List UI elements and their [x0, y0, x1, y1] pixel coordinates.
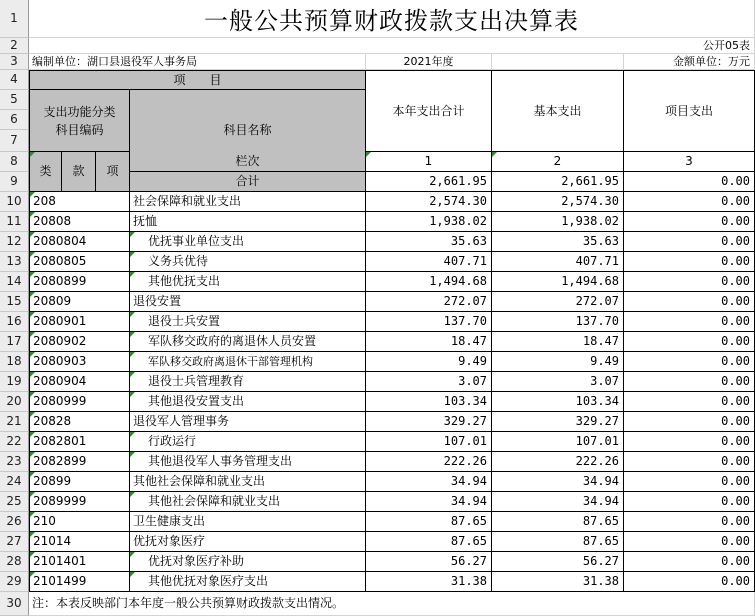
row-header[interactable]: 12 [0, 232, 29, 252]
subject-name[interactable]: 军队移交政府的离退休人员安置 [130, 332, 366, 352]
amount-total[interactable]: 35.63 [366, 232, 492, 252]
amount-basic[interactable]: 407.71 [492, 252, 624, 272]
amount-project[interactable]: 0.00 [624, 252, 755, 272]
header-kuan: 款 [62, 152, 96, 192]
amount-total[interactable]: 3.07 [366, 372, 492, 392]
subject-name[interactable]: 义务兵优待 [130, 252, 366, 272]
row-header[interactable]: 25 [0, 492, 29, 512]
row-header[interactable]: 4 [0, 70, 29, 90]
subject-name[interactable]: 其他社会保障和就业支出 [130, 472, 366, 492]
amount-project[interactable]: 0.00 [624, 452, 755, 472]
amount-project[interactable]: 0.00 [624, 572, 755, 592]
subject-name[interactable]: 抚恤 [130, 212, 366, 232]
row-header[interactable]: 23 [0, 452, 29, 472]
row-header[interactable]: 3 [0, 54, 29, 70]
subject-code[interactable]: 2080902 [29, 332, 130, 352]
row-header[interactable]: 8 [0, 152, 29, 172]
row-header[interactable]: 21 [0, 412, 29, 432]
header-code-group: 支出功能分类 科目编码 [29, 90, 130, 152]
column-index-2: 2 [492, 152, 624, 172]
subject-name[interactable]: 其他退役安置支出 [130, 392, 366, 412]
amount-total[interactable]: 2,574.30 [366, 192, 492, 212]
amount-unit: 金额单位：万元 [624, 54, 755, 70]
amount-basic[interactable]: 18.47 [492, 332, 624, 352]
amount-total[interactable]: 407.71 [366, 252, 492, 272]
amount-basic[interactable]: 9.49 [492, 352, 624, 372]
row-header[interactable]: 18 [0, 352, 29, 372]
footnote: 注：本表反映部门本年度一般公共预算财政拨款支出情况。 [29, 592, 755, 616]
row-header[interactable]: 19 [0, 372, 29, 392]
header-col-basic: 基本支出 [492, 70, 624, 152]
row-header[interactable]: 6 [0, 110, 29, 130]
amount-basic[interactable]: 107.01 [492, 432, 624, 452]
amount-project[interactable]: 0.00 [624, 532, 755, 552]
amount-total[interactable]: 56.27 [366, 552, 492, 572]
amount-project[interactable]: 0.00 [624, 372, 755, 392]
amount-project[interactable]: 0.00 [624, 232, 755, 252]
row-header[interactable]: 10 [0, 192, 29, 212]
subject-name[interactable]: 退役士兵管理教育 [130, 372, 366, 392]
amount-project[interactable]: 0.00 [624, 192, 755, 212]
amount-basic[interactable]: 31.38 [492, 572, 624, 592]
row-header[interactable]: 20 [0, 392, 29, 412]
form-code: 公开05表 [29, 38, 755, 54]
subject-name[interactable]: 社会保障和就业支出 [130, 192, 366, 212]
amount-basic[interactable]: 1,494.68 [492, 272, 624, 292]
amount-project[interactable]: 0.00 [624, 332, 755, 352]
subject-code[interactable]: 20899 [29, 472, 130, 492]
amount-project[interactable]: 0.00 [624, 412, 755, 432]
row-header[interactable]: 30 [0, 592, 29, 616]
total-label: 合计 [130, 172, 366, 192]
amount-total[interactable]: 329.27 [366, 412, 492, 432]
subject-code[interactable]: 210 [29, 512, 130, 532]
subject-code[interactable]: 2080901 [29, 312, 130, 332]
subject-name[interactable]: 其他优抚对象医疗支出 [130, 572, 366, 592]
header-xiang: 项 [96, 152, 130, 192]
amount-basic[interactable]: 137.70 [492, 312, 624, 332]
amount-project[interactable]: 0.00 [624, 292, 755, 312]
subject-code[interactable]: 20828 [29, 412, 130, 432]
subject-code[interactable]: 2082899 [29, 452, 130, 472]
amount-basic[interactable]: 34.94 [492, 492, 624, 512]
subject-name[interactable]: 行政运行 [130, 432, 366, 452]
amount-total[interactable]: 272.07 [366, 292, 492, 312]
row-header[interactable]: 15 [0, 292, 29, 312]
row-header[interactable]: 29 [0, 572, 29, 592]
header-col-total: 本年支出合计 [366, 70, 492, 152]
header-col-project: 项目支出 [624, 70, 755, 152]
total-amount[interactable]: 2,661.95 [366, 172, 492, 192]
amount-basic[interactable]: 87.65 [492, 512, 624, 532]
row-header[interactable]: 26 [0, 512, 29, 532]
amount-total[interactable]: 107.01 [366, 432, 492, 452]
amount-total[interactable]: 18.47 [366, 332, 492, 352]
subject-code[interactable]: 2080903 [29, 352, 130, 372]
header-item: 项 目 [29, 70, 366, 90]
amount-project[interactable]: 0.00 [624, 312, 755, 332]
row-header[interactable]: 14 [0, 272, 29, 292]
amount-total[interactable]: 34.94 [366, 472, 492, 492]
header-subject-name: 科目名称 [130, 90, 366, 172]
amount-total[interactable]: 1,494.68 [366, 272, 492, 292]
year-label: 2021年度 [366, 54, 492, 70]
subject-name[interactable]: 优抚对象医疗 [130, 532, 366, 552]
row-header[interactable]: 13 [0, 252, 29, 272]
amount-total[interactable]: 87.65 [366, 512, 492, 532]
row-header[interactable]: 17 [0, 332, 29, 352]
subject-code[interactable]: 208 [29, 192, 130, 212]
amount-basic[interactable]: 2,574.30 [492, 192, 624, 212]
row-header[interactable]: 7 [0, 130, 29, 152]
subject-name[interactable]: 卫生健康支出 [130, 512, 366, 532]
subject-code[interactable]: 2080899 [29, 272, 130, 292]
amount-total[interactable]: 31.38 [366, 572, 492, 592]
row-header[interactable]: 11 [0, 212, 29, 232]
subject-code[interactable]: 2101401 [29, 552, 130, 572]
row-header[interactable]: 22 [0, 432, 29, 452]
amount-project[interactable]: 0.00 [624, 272, 755, 292]
column-index-1: 1 [366, 152, 492, 172]
row-header[interactable]: 2 [0, 38, 29, 54]
row-header[interactable]: 1 [0, 0, 29, 38]
amount-basic[interactable]: 329.27 [492, 412, 624, 432]
subject-code[interactable]: 2080805 [29, 252, 130, 272]
row-header[interactable]: 5 [0, 90, 29, 110]
subject-code[interactable]: 2089999 [29, 492, 130, 512]
subject-name[interactable]: 优抚事业单位支出 [130, 232, 366, 252]
subject-name[interactable]: 其他社会保障和就业支出 [130, 492, 366, 512]
amount-project[interactable]: 0.00 [624, 432, 755, 452]
blank-cell [492, 54, 624, 70]
amount-project[interactable]: 0.00 [624, 472, 755, 492]
amount-total[interactable]: 103.34 [366, 392, 492, 412]
page-title: 一般公共预算财政拨款支出决算表 [29, 0, 755, 38]
subject-name[interactable]: 退役安置 [130, 292, 366, 312]
subject-code[interactable]: 2080999 [29, 392, 130, 412]
amount-basic[interactable]: 272.07 [492, 292, 624, 312]
amount-basic[interactable]: 103.34 [492, 392, 624, 412]
unit-label: 编制单位：湖口县退役军人事务局 [29, 54, 366, 70]
header-lei: 类 [29, 152, 62, 192]
amount-basic[interactable]: 222.26 [492, 452, 624, 472]
amount-total[interactable]: 9.49 [366, 352, 492, 372]
subject-name[interactable]: 军队移交政府离退休干部管理机构 [130, 352, 366, 372]
amount-basic[interactable]: 1,938.02 [492, 212, 624, 232]
amount-basic[interactable]: 3.07 [492, 372, 624, 392]
amount-total[interactable]: 87.65 [366, 532, 492, 552]
subject-code[interactable]: 2080804 [29, 232, 130, 252]
amount-basic[interactable]: 35.63 [492, 232, 624, 252]
amount-project[interactable]: 0.00 [624, 492, 755, 512]
subject-code[interactable]: 2080904 [29, 372, 130, 392]
subject-code[interactable]: 20809 [29, 292, 130, 312]
subject-code[interactable]: 2082801 [29, 432, 130, 452]
row-header[interactable]: 24 [0, 472, 29, 492]
total-project[interactable]: 0.00 [624, 172, 755, 192]
total-basic[interactable]: 2,661.95 [492, 172, 624, 192]
header-lanci: 栏次 [130, 152, 366, 172]
row-header[interactable]: 9 [0, 172, 29, 192]
row-header[interactable]: 16 [0, 312, 29, 332]
subject-name[interactable]: 其他优抚支出 [130, 272, 366, 292]
subject-name[interactable]: 退役士兵安置 [130, 312, 366, 332]
amount-project[interactable]: 0.00 [624, 552, 755, 572]
amount-project[interactable]: 0.00 [624, 392, 755, 412]
amount-project[interactable]: 0.00 [624, 212, 755, 232]
subject-name[interactable]: 其他退役军人事务管理支出 [130, 452, 366, 472]
amount-project[interactable]: 0.00 [624, 512, 755, 532]
subject-code[interactable]: 20808 [29, 212, 130, 232]
row-header[interactable]: 27 [0, 532, 29, 552]
amount-project[interactable]: 0.00 [624, 352, 755, 372]
subject-name[interactable]: 优抚对象医疗补助 [130, 552, 366, 572]
amount-basic[interactable]: 34.94 [492, 472, 624, 492]
amount-basic[interactable]: 56.27 [492, 552, 624, 572]
amount-basic[interactable]: 87.65 [492, 532, 624, 552]
subject-code[interactable]: 2101499 [29, 572, 130, 592]
column-index-3: 3 [624, 152, 755, 172]
subject-code[interactable]: 21014 [29, 532, 130, 552]
amount-total[interactable]: 137.70 [366, 312, 492, 332]
row-header[interactable]: 28 [0, 552, 29, 572]
amount-total[interactable]: 222.26 [366, 452, 492, 472]
amount-total[interactable]: 34.94 [366, 492, 492, 512]
subject-name[interactable]: 退役军人管理事务 [130, 412, 366, 432]
amount-total[interactable]: 1,938.02 [366, 212, 492, 232]
